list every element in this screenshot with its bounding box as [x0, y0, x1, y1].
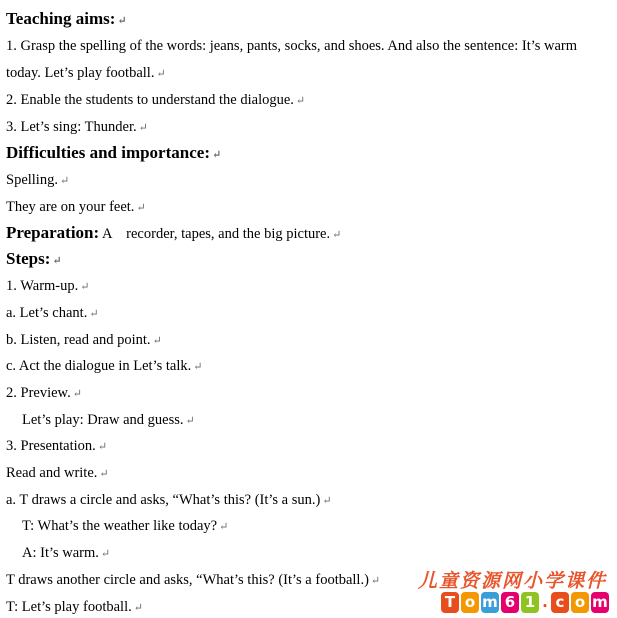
paragraph-aim-2: 2. Enable the students to understand the dialogue. ↵	[6, 92, 306, 108]
paragraph-preparation: Preparation: A recorder, tapes, and the big picture. ↵	[6, 223, 342, 242]
dialogue-warm: A: It’s warm. ↵	[22, 545, 111, 561]
step-act: c. Act the dialogue in Let’s talk. ↵	[6, 358, 203, 374]
step-draw-circle: a. T draws a circle and asks, “What’s this? (It’s a sun.) ↵	[6, 492, 332, 508]
watermark-tile: 6	[501, 592, 519, 613]
dialogue-weather: T: What’s the weather like today? ↵	[22, 518, 229, 534]
watermark-tile: 1	[521, 592, 539, 613]
site-watermark	[403, 566, 613, 618]
step-read-write: Read and write. ↵	[6, 465, 109, 481]
step-listen: b. Listen, read and point. ↵	[6, 332, 162, 348]
heading-steps: Steps: ↵	[6, 249, 62, 268]
watermark-tile: o	[571, 592, 589, 613]
step-another-circle: T draws another circle and asks, “What’s this? (It’s a football.) ↵	[6, 572, 381, 588]
step-play: Let’s play: Draw and guess. ↵	[22, 412, 195, 428]
watermark-tile: m	[592, 593, 608, 611]
step-presentation: 3. Presentation. ↵	[6, 438, 108, 454]
heading-preparation: Preparation:	[6, 223, 100, 242]
step-play-football: T: Let’s play football. ↵	[6, 599, 143, 615]
paragraph-aim-1: 1. Grasp the spelling of the words: jeans, pants, socks, and shoes. And also the sentence: It’s warm today. Let’s play football. ↵	[6, 38, 578, 81]
watermark-tile: c	[551, 592, 569, 613]
heading-teaching-aims: Teaching aims: ↵	[6, 9, 127, 28]
watermark-tile: T	[441, 592, 459, 613]
paragraph-spelling: Spelling. ↵	[6, 172, 70, 188]
paragraph-aim-3: 3. Let’s sing: Thunder. ↵	[6, 119, 148, 135]
watermark-tile: o	[461, 592, 479, 613]
watermark-tile: .	[542, 593, 548, 611]
watermark-tile: m	[482, 593, 498, 611]
step-warm-up: 1. Warm-up. ↵	[6, 278, 90, 294]
watermark-chinese: 儿童资源网小学课件	[417, 570, 607, 592]
watermark-site-logo	[441, 592, 609, 613]
preparation-text: A recorder, tapes, and the big picture.	[99, 226, 331, 242]
heading-difficulties: Difficulties and importance: ↵	[6, 143, 222, 162]
step-preview: 2. Preview. ↵	[6, 385, 82, 401]
paragraph-feet: They are on your feet. ↵	[6, 199, 146, 215]
step-chant: a. Let’s chant. ↵	[6, 305, 99, 321]
